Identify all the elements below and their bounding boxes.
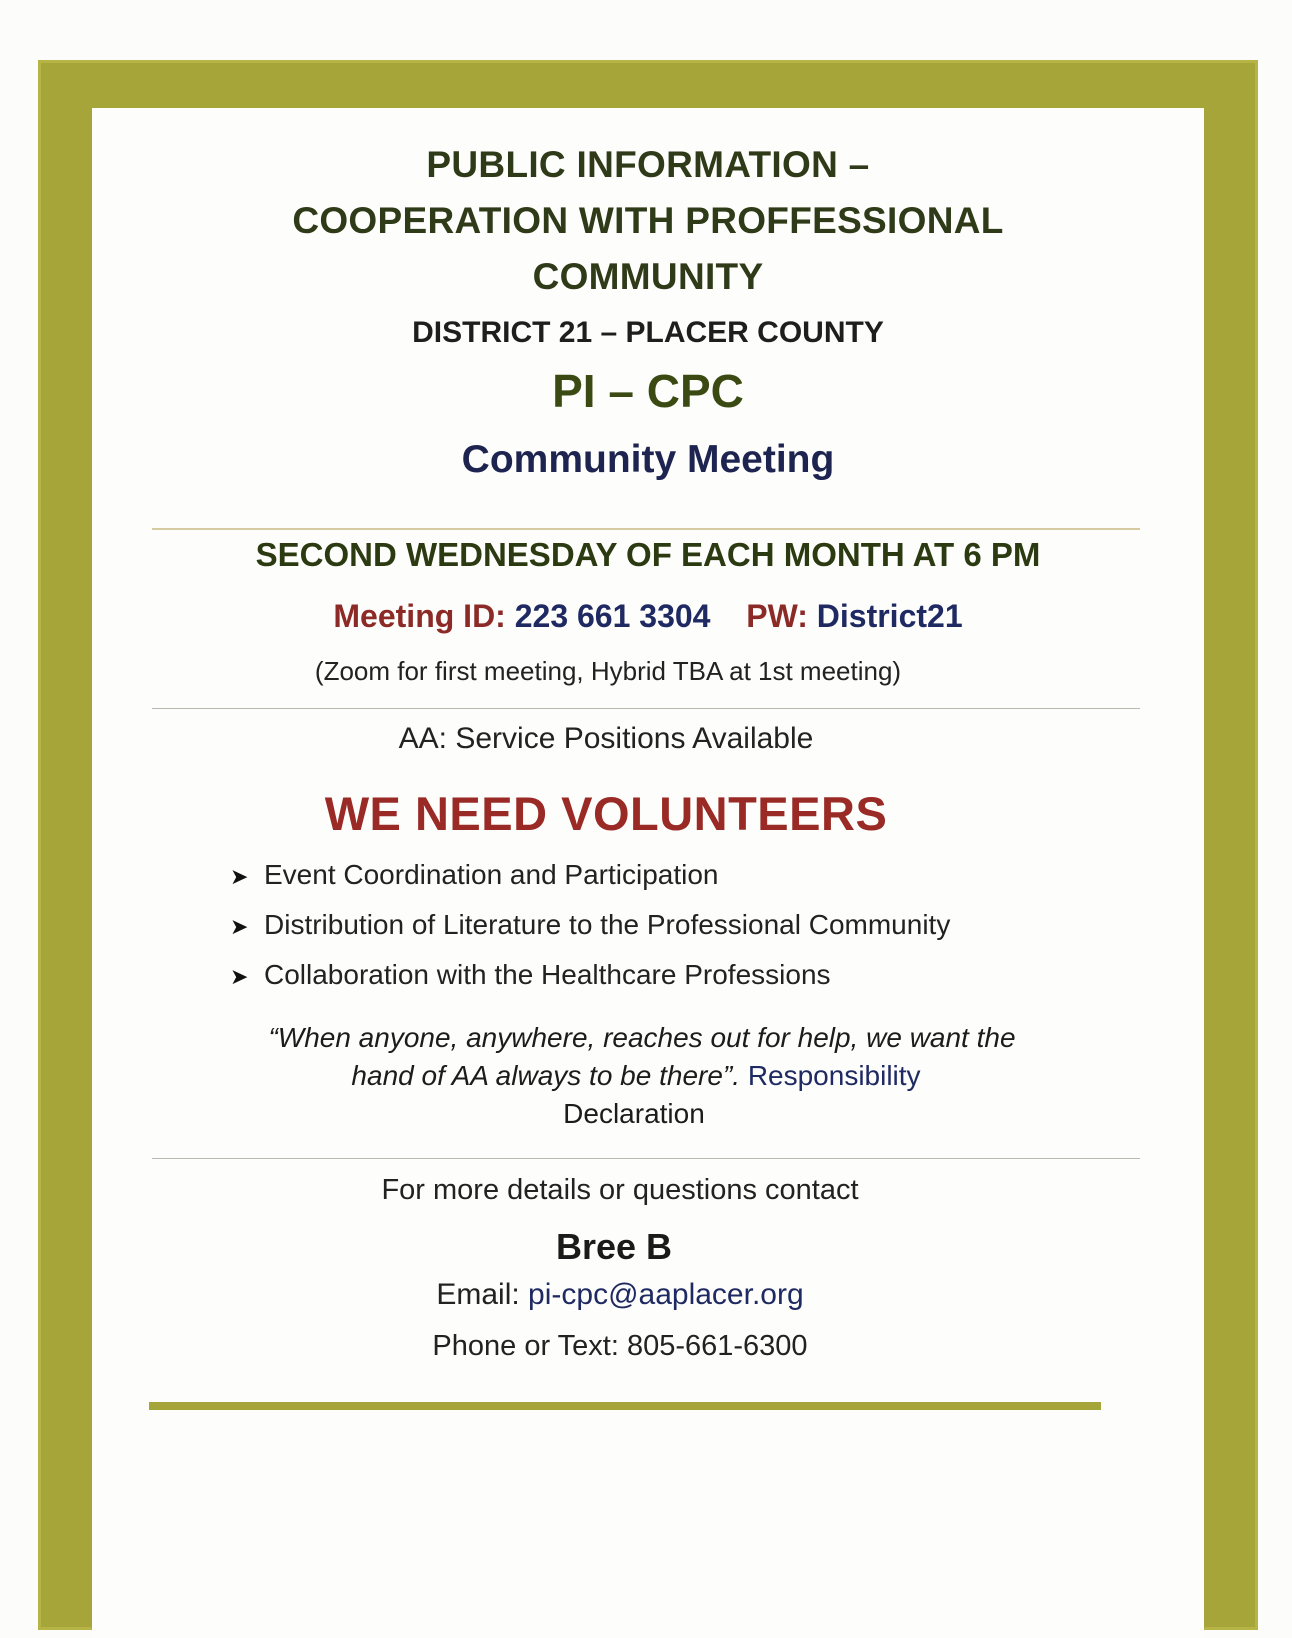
divider: [152, 708, 1140, 709]
quote-source-line-2: Declaration: [563, 1098, 705, 1129]
district-heading: DISTRICT 21 – PLACER COUNTY: [412, 316, 884, 349]
meeting-id-label: Meeting ID:: [333, 598, 506, 634]
service-positions-text: AA: Service Positions Available: [398, 722, 814, 755]
acronym-heading: PI – CPC: [552, 365, 744, 417]
bottom-divider-bar: [149, 1402, 1101, 1410]
contact-phone: Phone or Text: 805-661-6300: [432, 1330, 808, 1362]
quote-source: Responsibility: [747, 1060, 921, 1091]
flyer-sheet: [92, 108, 1204, 1638]
password-value: District21: [816, 598, 963, 634]
list-item: ➤ Collaboration with the Healthcare Professions: [230, 958, 950, 1008]
quote-line-2: hand of AA always to be there”. Responsibility: [351, 1060, 921, 1091]
zoom-note: (Zoom for first meeting, Hybrid TBA at 1st meeting): [314, 656, 902, 686]
divider: [152, 528, 1140, 530]
password-label: PW:: [746, 598, 808, 634]
arrow-bullet-icon: ➤: [230, 964, 249, 989]
quote-line-1: “When anyone, anywhere, reaches out for help, we want the: [268, 1022, 1016, 1053]
list-item: ➤ Event Coordination and Participation: [230, 858, 950, 908]
meeting-info: [92, 598, 1204, 635]
volunteers-heading: WE NEED VOLUNTEERS: [324, 787, 888, 840]
title-line-1: PUBLIC INFORMATION –: [426, 144, 870, 185]
volunteer-task-list: [230, 858, 950, 1008]
title-line-2: COOPERATION WITH PROFFESSIONAL: [292, 200, 1004, 241]
schedule-text: SECOND WEDNESDAY OF EACH MONTH AT 6 PM: [255, 536, 1041, 573]
contact-email: [64, 1278, 1176, 1312]
community-meeting-heading: Community Meeting: [461, 438, 835, 481]
arrow-bullet-icon: ➤: [230, 914, 249, 939]
email-link[interactable]: pi-cpc@aaplacer.org: [528, 1278, 804, 1311]
meeting-id-value: 223 661 3304: [514, 598, 711, 634]
contact-name: Bree B: [555, 1226, 673, 1267]
title-line-3: COMMUNITY: [532, 256, 764, 297]
arrow-bullet-icon: ➤: [230, 864, 249, 889]
list-item: ➤ Distribution of Literature to the Professional Community: [230, 908, 950, 958]
email-label: Email:: [436, 1278, 520, 1311]
divider: [152, 1158, 1140, 1159]
contact-label: For more details or questions contact: [381, 1174, 859, 1206]
